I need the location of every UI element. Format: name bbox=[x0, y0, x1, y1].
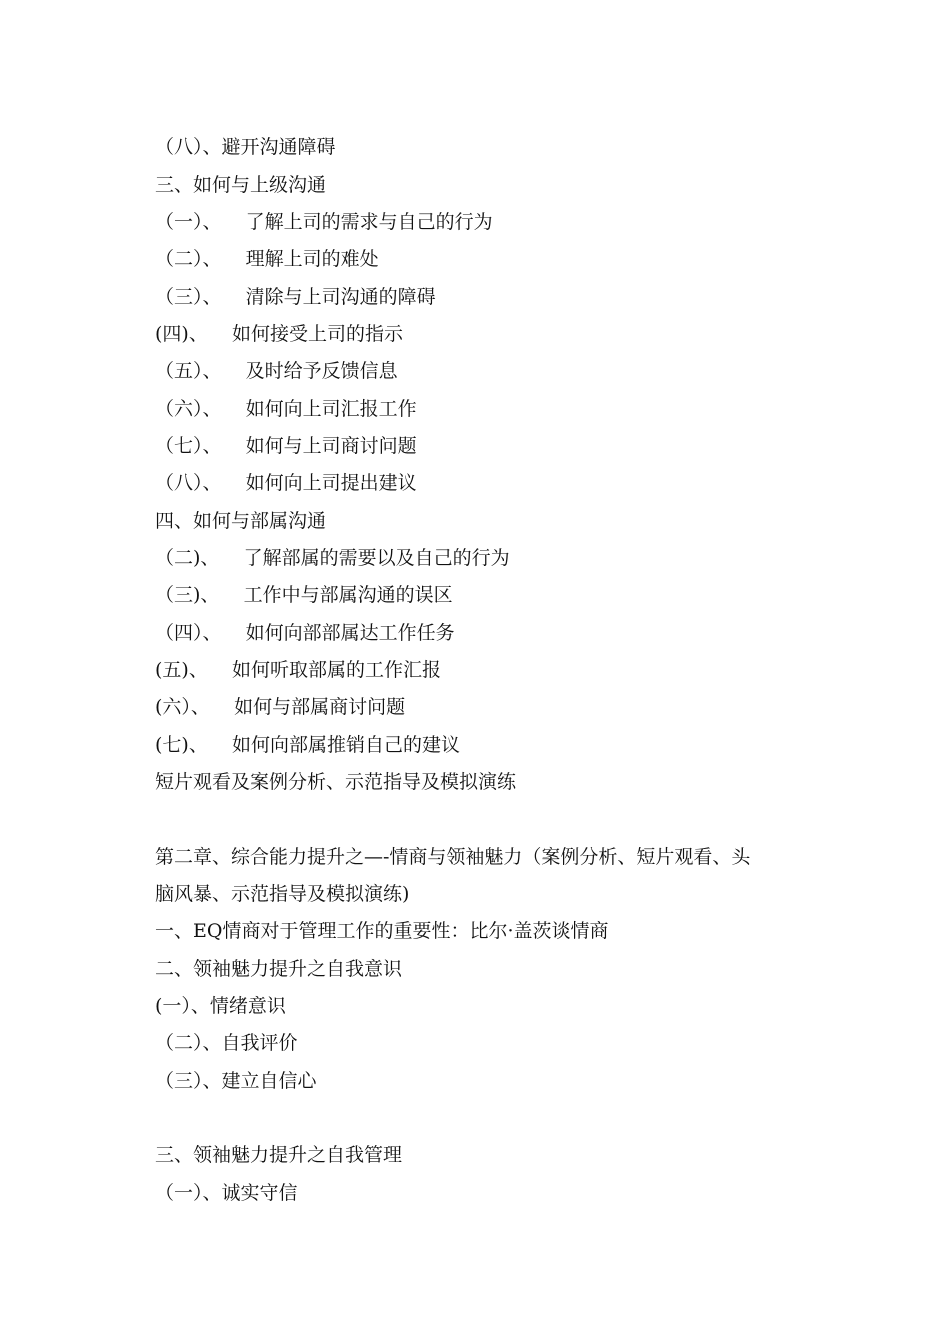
text-line: （二）、 理解上司的难处 bbox=[155, 248, 379, 270]
text-line: （六）、 如何向上司汇报工作 bbox=[155, 398, 417, 420]
section-heading: 三、如何与上级沟通 bbox=[155, 174, 327, 196]
text-line: （二）、自我评价 bbox=[155, 1032, 298, 1054]
text-line: （三)、 工作中与部属沟通的误区 bbox=[155, 584, 453, 606]
section-heading: 二、领袖魅力提升之自我意识 bbox=[155, 958, 403, 980]
text-line: （一）、 了解上司的需求与自己的行为 bbox=[155, 211, 493, 233]
text-line: （八）、避开沟通障碍 bbox=[155, 136, 336, 158]
section-heading: 三、领袖魅力提升之自我管理 bbox=[155, 1144, 403, 1166]
text-line: (五)、 如何听取部属的工作汇报 bbox=[155, 659, 441, 681]
chapter-heading-continuation: 脑风暴、示范指导及模拟演练) bbox=[155, 883, 410, 905]
chapter-heading: 第二章、综合能力提升之—-情商与领袖魅力（案例分析、短片观看、头 bbox=[155, 846, 751, 868]
text-line: （五）、 及时给予反馈信息 bbox=[155, 360, 398, 382]
section-heading: 四、如何与部属沟通 bbox=[155, 510, 327, 532]
text-line: 短片观看及案例分析、示范指导及模拟演练 bbox=[155, 771, 517, 793]
text-line: (四)、 如何接受上司的指示 bbox=[155, 323, 403, 345]
text-line: （二)、 了解部属的需要以及自己的行为 bbox=[155, 547, 510, 569]
text-line: (六）、 如何与部属商讨问题 bbox=[155, 696, 406, 718]
section-heading: 一、EQ情商对于管理工作的重要性：比尔·盖茨谈情商 bbox=[155, 920, 609, 942]
text-line: (一）、情绪意识 bbox=[155, 995, 286, 1017]
text-line: （三）、建立自信心 bbox=[155, 1070, 317, 1092]
text-line: （七）、 如何与上司商讨问题 bbox=[155, 435, 417, 457]
text-line: （四）、 如何向部部属达工作任务 bbox=[155, 622, 455, 644]
text-line: （三）、 清除与上司沟通的障碍 bbox=[155, 286, 436, 308]
text-line: （八）、 如何向上司提出建议 bbox=[155, 472, 417, 494]
text-line: (七)、 如何向部属推销自己的建议 bbox=[155, 734, 460, 756]
text-line: （一）、诚实守信 bbox=[155, 1182, 298, 1204]
